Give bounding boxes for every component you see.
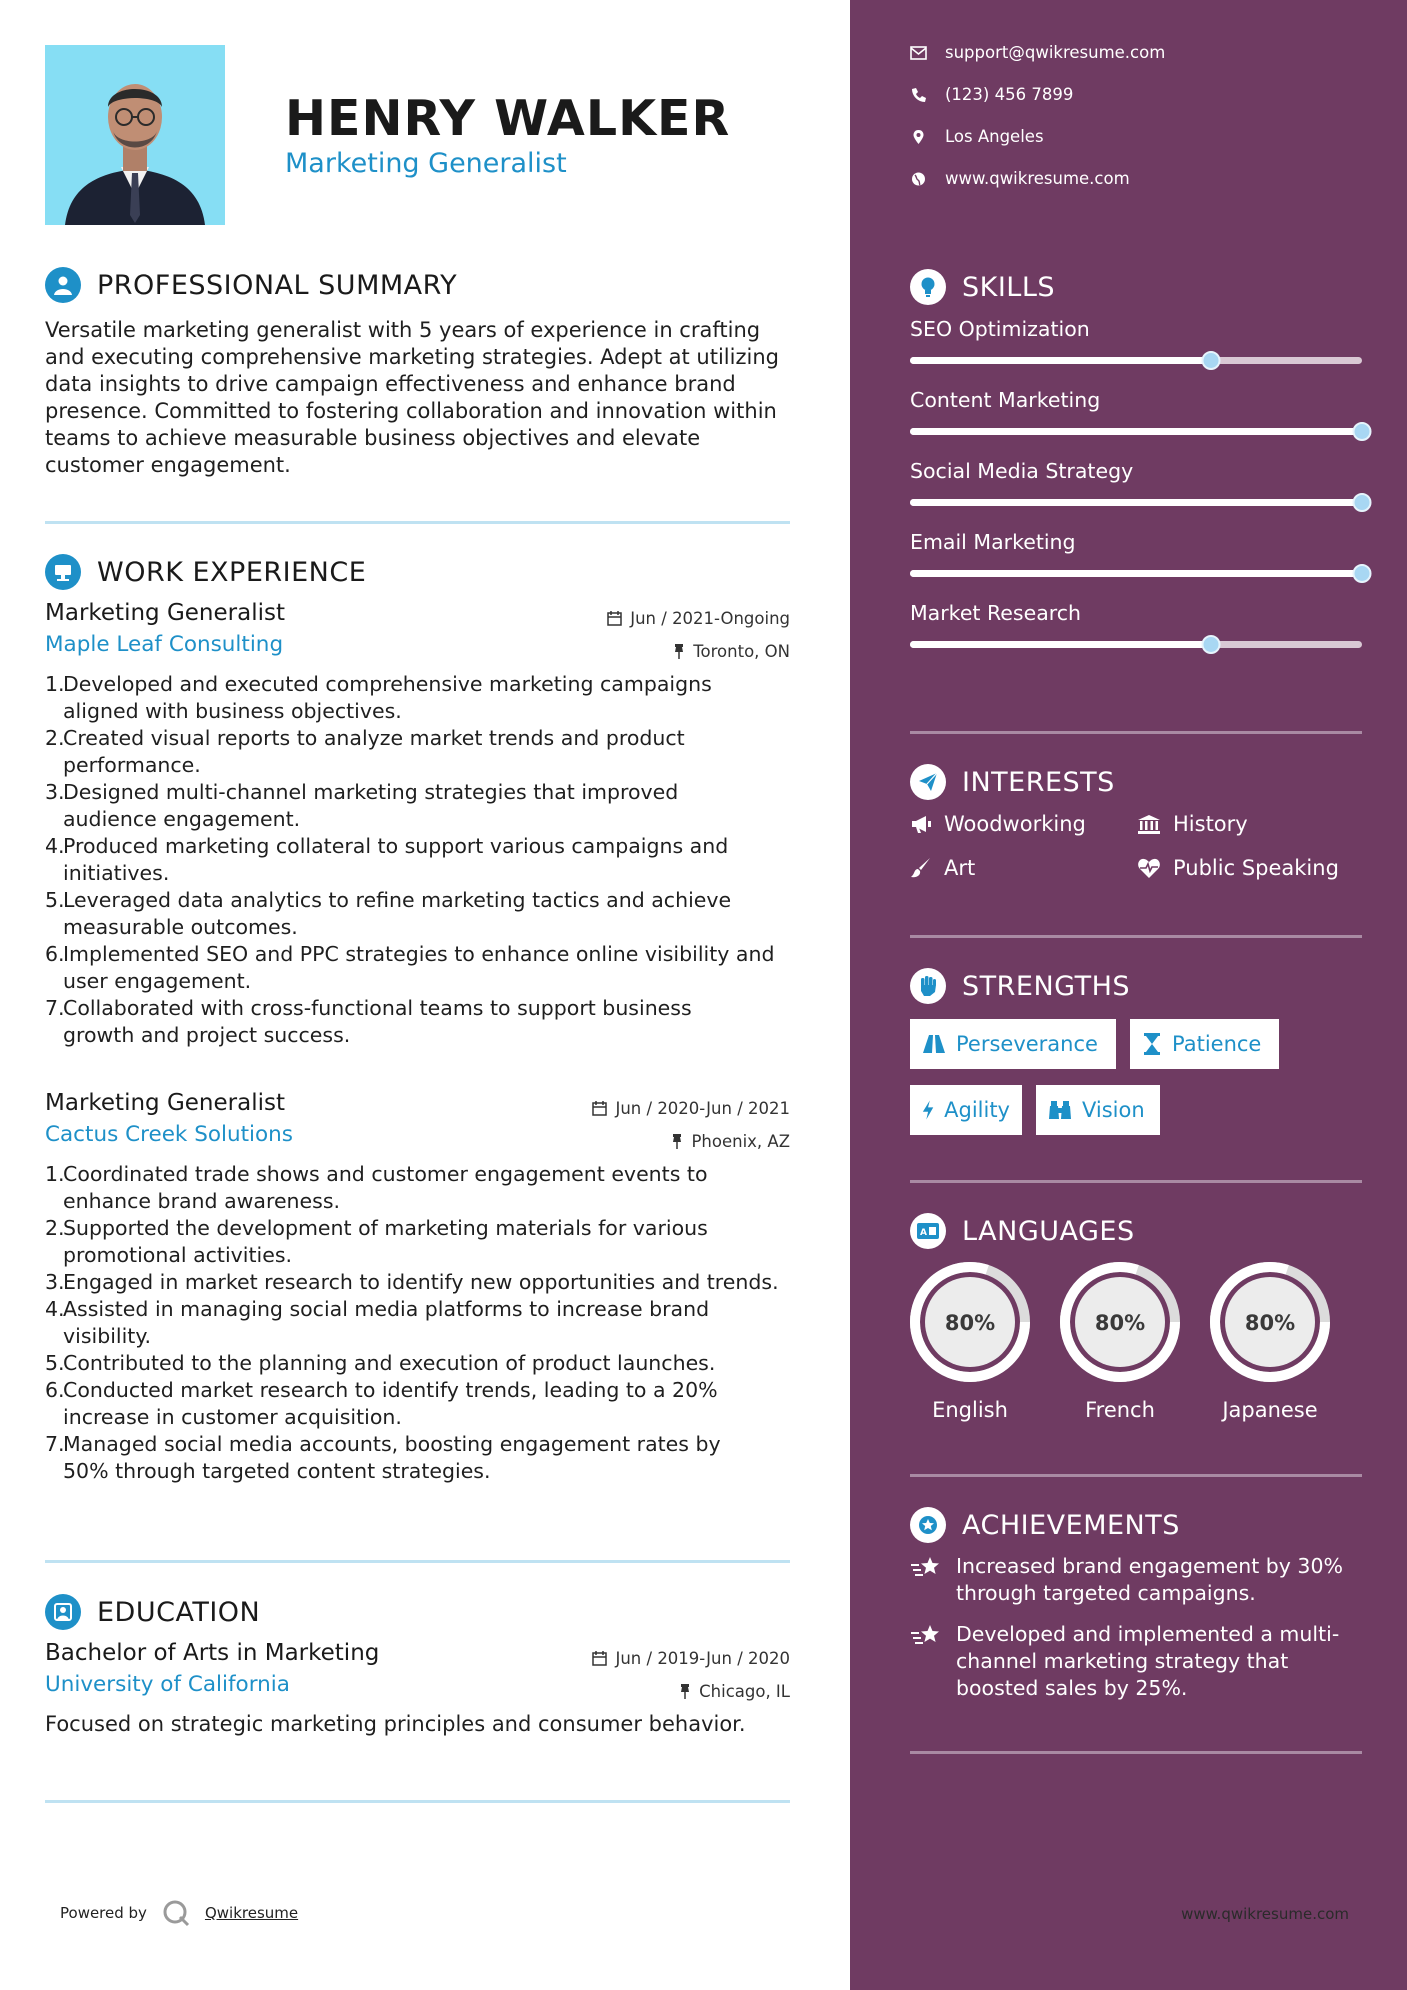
section-divider [910,1180,1362,1183]
summary-title: PROFESSIONAL SUMMARY [97,269,458,301]
languages-section [910,1211,1362,1251]
job-location: Phoenix, AZ [671,1132,790,1151]
profile-photo [45,45,225,225]
summary-section [45,265,790,479]
school-name: University of California [45,1672,290,1697]
language-name: French [1085,1398,1155,1422]
education-title: EDUCATION [97,1596,261,1628]
skill-name: Content Marketing [910,388,1101,412]
education-section [45,1592,790,1632]
list-item: 5. Contributed to the planning and execution of product launches. [45,1351,716,1375]
qwikresume-logo-icon [161,1898,191,1928]
strength-badge: Vision [1036,1085,1160,1135]
svg-text:A: A [920,1228,927,1238]
job-dates: Jun / 2021-Ongoing [607,609,790,628]
language-item [1058,1260,1182,1422]
heartbeat-icon [1137,857,1161,879]
qwikresume-link[interactable]: Qwikresume [204,1904,299,1922]
shooting-star-icon [910,1621,944,1649]
achievement-item [910,1621,1362,1702]
job-dates: Jun / 2020-Jun / 2021 [592,1099,790,1118]
degree: Bachelor of Arts in Marketing [45,1640,380,1666]
skills-section [910,267,1362,648]
calendar-icon [592,1651,607,1666]
section-divider [910,935,1362,938]
achievements-section [910,1505,1362,1545]
skill-level-bar [910,641,1362,648]
user-icon [45,267,81,303]
list-item: 7. Collaborated with cross-functional teams to support business growth and project success. [45,996,692,1047]
achievement-item [910,1553,1362,1607]
list-item: 2. Created visual reports to analyze market trends and product performance. [45,726,685,777]
interest-item: History [1137,812,1248,836]
map-marker-icon [910,129,927,145]
skill-level-fill [910,570,1362,577]
envelope-icon [910,46,927,60]
job-duties [45,1161,790,1485]
skill-level-fill [910,428,1362,435]
education-entry [45,1640,790,1738]
summary-text: Versatile marketing generalist with 5 years of experience in crafting and executing comprehensive marketing strategies. Adept at utilizing data insights to drive campaign effectiveness and enhance brand presence. Committed to fostering collaboration and innovation within teams to achieve measurable business objectives and elevate customer engagement. [45,318,779,477]
calendar-icon [607,611,622,626]
brush-icon [910,857,932,879]
briefcase-icon [45,554,81,590]
section-divider [910,731,1362,734]
skill-level-knob [1353,422,1372,441]
list-item: 3. Engaged in market research to identify new opportunities and trends. [45,1270,779,1294]
list-item: 4. Assisted in managing social media platforms to increase brand visibility. [45,1297,710,1348]
road-icon [922,1034,946,1054]
strength-badge: Agility [910,1085,1022,1135]
section-divider [45,521,790,524]
skill-item [910,530,1362,577]
company-name: Cactus Creek Solutions [45,1122,294,1147]
candidate-name: HENRY WALKER [285,90,731,147]
job-entry [45,600,790,1049]
section-divider [910,1474,1362,1477]
skill-level-knob [1202,635,1221,654]
achievements-title: ACHIEVEMENTS [962,1509,1180,1541]
education-location: Chicago, IL [679,1682,790,1701]
pin-icon [673,644,685,659]
skill-name: SEO Optimization [910,317,1090,341]
skill-level-bar [910,428,1362,435]
list-item: 6. Conducted market research to identify trends, leading to a 20% increase in customer acquisition. [45,1378,718,1429]
pin-icon [671,1134,683,1149]
skill-level-fill [910,641,1211,648]
company-name: Maple Leaf Consulting [45,632,284,657]
skill-name: Email Marketing [910,530,1076,554]
skills-title: SKILLS [962,271,1056,303]
sidebar [850,0,1407,1990]
list-item: 5. Leveraged data analytics to refine marketing tactics and achieve measurable outcomes. [45,888,732,939]
museum-icon [1137,814,1161,834]
work-section [45,552,790,592]
language-item [908,1260,1032,1422]
language-item [1208,1260,1332,1422]
skill-item [910,388,1362,435]
footer-powered-by: Powered by Qwikresume [60,1898,298,1928]
language-percent: 80% [944,1311,996,1335]
language-ring [1208,1260,1332,1384]
bullhorn-icon [910,814,932,834]
achievement-text: Increased brand engagement by 30% through targeted campaigns. [956,1554,1343,1605]
education-description: Focused on strategic marketing principles and consumer behavior. [45,1712,746,1736]
star-badge-icon [910,1507,946,1543]
job-location: Toronto, ON [673,642,790,661]
languages-title: LANGUAGES [962,1215,1135,1247]
contact-phone[interactable]: (123) 456 7899 [910,85,1073,104]
phone-icon [910,87,927,103]
skill-level-knob [1353,493,1372,512]
achievement-text: Developed and implemented a multi- channel marketing strategy that boosted sales by 25%. [956,1622,1340,1700]
language-ring [1058,1260,1182,1384]
candidate-role: Marketing Generalist [285,148,567,179]
interest-item: Public Speaking [1137,856,1339,880]
job-title: Marketing Generalist [45,1090,285,1116]
language-percent: 80% [1244,1311,1296,1335]
list-item: 4. Produced marketing collateral to support various campaigns and initiatives. [45,834,729,885]
list-item: 1. Coordinated trade shows and customer engagement events to enhance brand awareness. [45,1162,708,1213]
section-divider [45,1560,790,1563]
interests-title: INTERESTS [962,766,1115,798]
contact-email[interactable]: support@qwikresume.com [910,43,1165,62]
skill-level-bar [910,570,1362,577]
language-ring [908,1260,1032,1384]
interests-section [910,762,1362,802]
calendar-icon [592,1101,607,1116]
skill-name: Social Media Strategy [910,459,1134,483]
education-dates: Jun / 2019-Jun / 2020 [592,1649,790,1668]
globe-icon [910,171,927,187]
language-name: English [932,1398,1008,1422]
section-divider [45,1800,790,1803]
list-item: 1. Developed and executed comprehensive marketing campaigns aligned with business objectives. [45,672,712,723]
skill-item [910,317,1362,364]
list-item: 7. Managed social media accounts, boosting engagement rates by 50% through targeted content strategies. [45,1432,721,1483]
list-item: 3. Designed multi-channel marketing strategies that improved audience engagement. [45,780,679,831]
pin-icon [679,1684,691,1699]
strengths-section [910,966,1362,1006]
lightbulb-icon [910,269,946,305]
hourglass-icon [1142,1033,1162,1055]
strength-badge: Perseverance [910,1019,1116,1069]
footer-website[interactable]: www.qwikresume.com [1181,1905,1349,1923]
bolt-icon [922,1099,934,1121]
job-title: Marketing Generalist [45,600,285,626]
contact-location: Los Angeles [910,127,1044,146]
fist-icon [910,968,946,1004]
interest-item: Art [910,856,975,880]
skills-list [910,317,1362,648]
work-title: WORK EXPERIENCE [97,556,367,588]
language-percent: 80% [1094,1311,1146,1335]
skill-level-bar [910,357,1362,364]
strengths-title: STRENGTHS [962,970,1131,1002]
job-duties [45,671,790,1049]
paper-plane-icon [910,764,946,800]
interest-item: Woodworking [910,812,1086,836]
language-icon [910,1213,946,1249]
shooting-star-icon [910,1553,944,1581]
skill-name: Market Research [910,601,1082,625]
skill-level-knob [1353,564,1372,583]
skill-level-bar [910,499,1362,506]
skill-level-fill [910,499,1362,506]
section-divider [910,1751,1362,1754]
list-item: 6. Implemented SEO and PPC strategies to enhance online visibility and user engagement. [45,942,775,993]
skill-item [910,601,1362,648]
skill-level-fill [910,357,1211,364]
contact-website[interactable]: www.qwikresume.com [910,169,1130,188]
binoculars-icon [1048,1100,1072,1120]
strength-badge: Patience [1130,1019,1279,1069]
graduate-icon [45,1594,81,1630]
skill-item [910,459,1362,506]
list-item: 2. Supported the development of marketing materials for various promotional activities. [45,1216,708,1267]
skill-level-knob [1202,351,1221,370]
language-name: Japanese [1222,1398,1318,1422]
job-entry [45,1090,790,1485]
